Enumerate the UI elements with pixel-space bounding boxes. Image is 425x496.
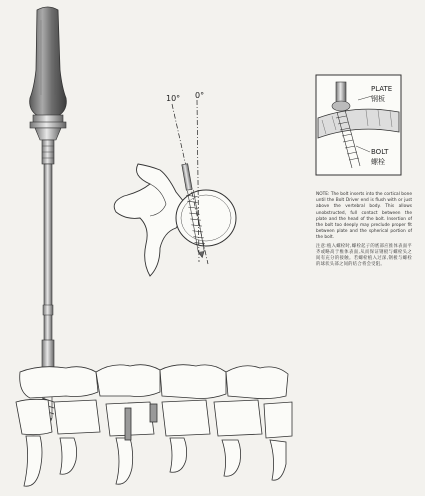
inset-plate-label-cn: 钢板 <box>371 95 385 103</box>
vertebral-body <box>176 190 236 246</box>
inset-bolt-label-cn: 螺栓 <box>371 158 385 166</box>
note-chinese: 注意:植入螺栓时,螺栓起子的底部应推体表面平齐或略高于椎体表面,从而保证钢板与螺栓头之间有充分的接触。若螺栓植入过深,钢板与螺栓的球状头部之间的结合将会受阻。 <box>316 243 412 268</box>
driver-handle <box>30 7 67 116</box>
bolt-driver-tool <box>30 7 67 428</box>
angle-label-10: 10° <box>166 94 181 103</box>
angle-label-0: 0° <box>195 91 205 100</box>
inset-bolt-label: BOLT <box>371 148 389 156</box>
plate-bolt-inset <box>316 75 401 175</box>
spine-lateral-view <box>16 365 292 487</box>
vertebra-posterior-elements <box>114 164 186 276</box>
note-english: NOTE: The bolt inserts into the cortical bone until the Bolt Driver end is flush with or just above the vertebral body. This allows unobstructed, full contact between the plate and the head of the bolt. Insertion of the bolt too deeply may preclude proper fit between plate and the spherical portion of the bolt. <box>316 192 412 241</box>
surgical-note <box>316 192 412 269</box>
driver-shaft <box>44 164 52 364</box>
inset-plate-label: PLATE <box>371 85 393 93</box>
vertebra-axial-view <box>114 91 236 276</box>
